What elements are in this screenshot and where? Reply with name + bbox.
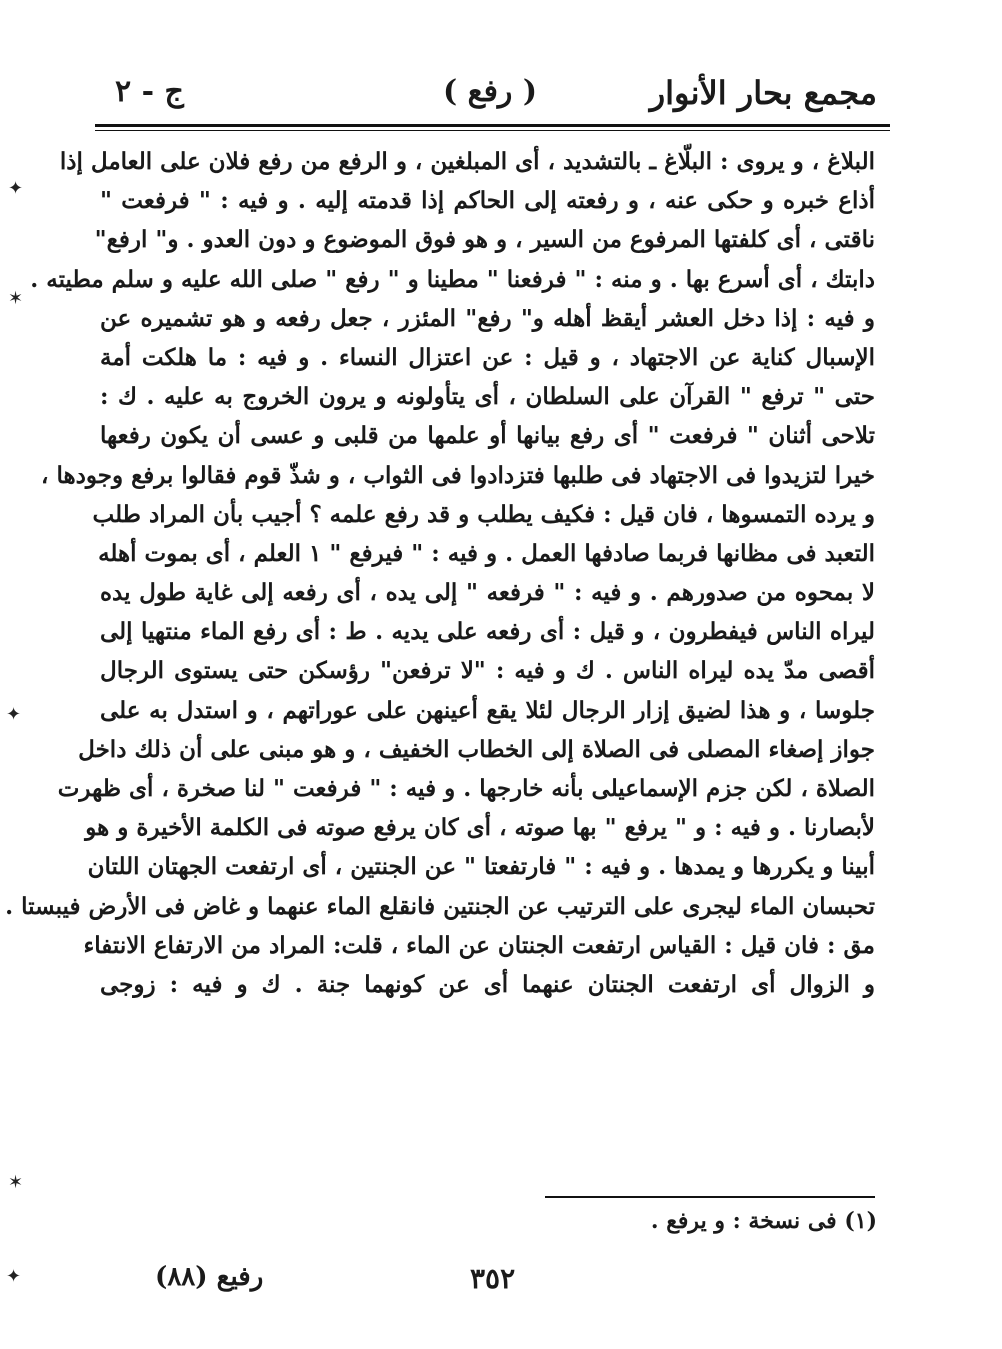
margin-mark: ✦ — [6, 1266, 22, 1287]
footer-ref-number: (٨٨) — [155, 1262, 208, 1292]
page-number: ٣٥٢ — [470, 1262, 516, 1295]
text-line: جلوسا ، و هذا لضيق إزار الرجال لئلا يقع أعينهن على عوراتهم ، و استدل به على — [100, 696, 875, 724]
margin-mark: ✦ — [8, 178, 24, 199]
text-line: حتى " ترفع " القرآن على السلطان ، أى يتأولونه و يرون الخروج به عليه . ك : — [100, 383, 875, 411]
text-line: و فيه : إذا دخل العشر أيقظ أهله و" رفع" المئزر ، جعل رفعه و هو تشميره عن — [100, 304, 875, 332]
text-line: أقصى مدّ يده ليراه الناس . ك و فيه : "لا ترفعن" رؤسكن حتى يستوى الرجال — [100, 657, 875, 685]
entry-title: ( رفع ) — [442, 74, 538, 109]
text-line: التعبد فى مظانها فربما صادفها العمل . و فيه : " فيرفع " ١ العلم ، أى بموت أهله — [98, 539, 875, 567]
text-line: و يرده التمسوها ، فان قيل : فكيف يطلب و قد رفع علمه ؟ أجيب بأن المراد طلب — [92, 500, 875, 528]
text-line: الإسبال كناية عن الاجتهاد ، و قيل : عن اعتزال النساء . و فيه : ما هلكت أمة — [100, 343, 875, 371]
book-title: مجمع بحار الأنوار — [649, 74, 877, 112]
text-line: أذاع خبره و حكى عنه ، و رفعته إلى الحاكم إذا قدمته إليه . و فيه : " فرفعت " — [100, 187, 875, 215]
header-rule-thin — [95, 130, 890, 131]
text-line: مق : فان قيل : القياس ارتفعت الجنتان عن الماء ، قلت: المراد من الارتفاع الانتفاء — [83, 931, 875, 959]
text-line: تلاحى أثنان " فرفعت " أى رفع بيانها أو علمها من قلبى و عسى أن يكون رفعها — [100, 422, 875, 450]
text-line: ناقتى ، أى كلفتها المرفوع من السير ، و هو فوق الموضوع و دون العدو . و" ارفع" — [94, 226, 875, 254]
volume-label: ج - ٢ — [115, 74, 184, 109]
running-header — [95, 70, 885, 120]
footnote-rule — [545, 1196, 875, 1198]
text-line: لأبصارنا . و فيه : و " يرفع " بها صوته ، أى كان يرفع صوته فى الكلمة الأخيرة و هو — [85, 814, 875, 842]
margin-mark: ✶ — [8, 288, 24, 309]
text-line: جواز إصغاء المصلى فى الصلاة إلى الخطاب الخفيف ، و هو مبنى على أن ذلك داخل — [78, 735, 875, 763]
main-text — [5, 142, 875, 1004]
text-line: البلاغ ، و يروى : البلّاغ ـ بالتشديد ، أى المبلغين ، و الرفع من رفع فلان على العامل إذا — [59, 148, 875, 175]
text-line: الصلاة ، لكن جزم الإسماعيلى بأنه خارجها . و فيه : " فرفعت " لنا صخرة ، أى ظهرت — [57, 775, 875, 802]
text-line: لا بمحوه من صدورهم . و فيه : " فرفعه " إلى يده ، أى رفعه إلى غاية طول يده — [100, 579, 875, 607]
text-line: ليراه الناس فيفطرون ، و قيل : أى رفعه على يديه . ط : أى رفع الماء منتهيا إلى — [100, 618, 875, 646]
footer-ref — [125, 1262, 263, 1292]
text-line: تحبسان الماء ليجرى على الترتيب عن الجنتين فانقلع الماء عنهما و غاض فى الأرض فيبستا . — [5, 892, 875, 920]
text-line: و الزوال أى ارتفعت الجنتان عنهما أى عن كونهما جنة . ك و فيه : زوجى — [100, 970, 875, 998]
page-footer — [0, 1262, 1002, 1302]
text-line: خيرا لتزيدوا فى الاجتهاد فى طلبها فتزدادوا فى الثواب ، و شذّ قوم فقالوا برفع وجودها ، — [41, 461, 875, 489]
header-rule-thick — [95, 124, 890, 127]
text-line: دابتك ، أى أسرع بها . و منه : " فرفعنا " مطينا و " رفع " صلى الله عليه و سلم مطيته . — [30, 265, 875, 293]
footnote: (١) فى نسخة : و يرفع . — [650, 1208, 877, 1234]
margin-mark: ✦ — [6, 704, 22, 725]
text-line: أبينا و يكررها و يمدها . و فيه : " فارتفعتا " عن الجنتين ، أى ارتفعت الجهتان اللتان — [87, 853, 875, 881]
margin-mark: ✶ — [8, 1172, 24, 1193]
footer-ref-word: رفيع — [216, 1262, 264, 1292]
